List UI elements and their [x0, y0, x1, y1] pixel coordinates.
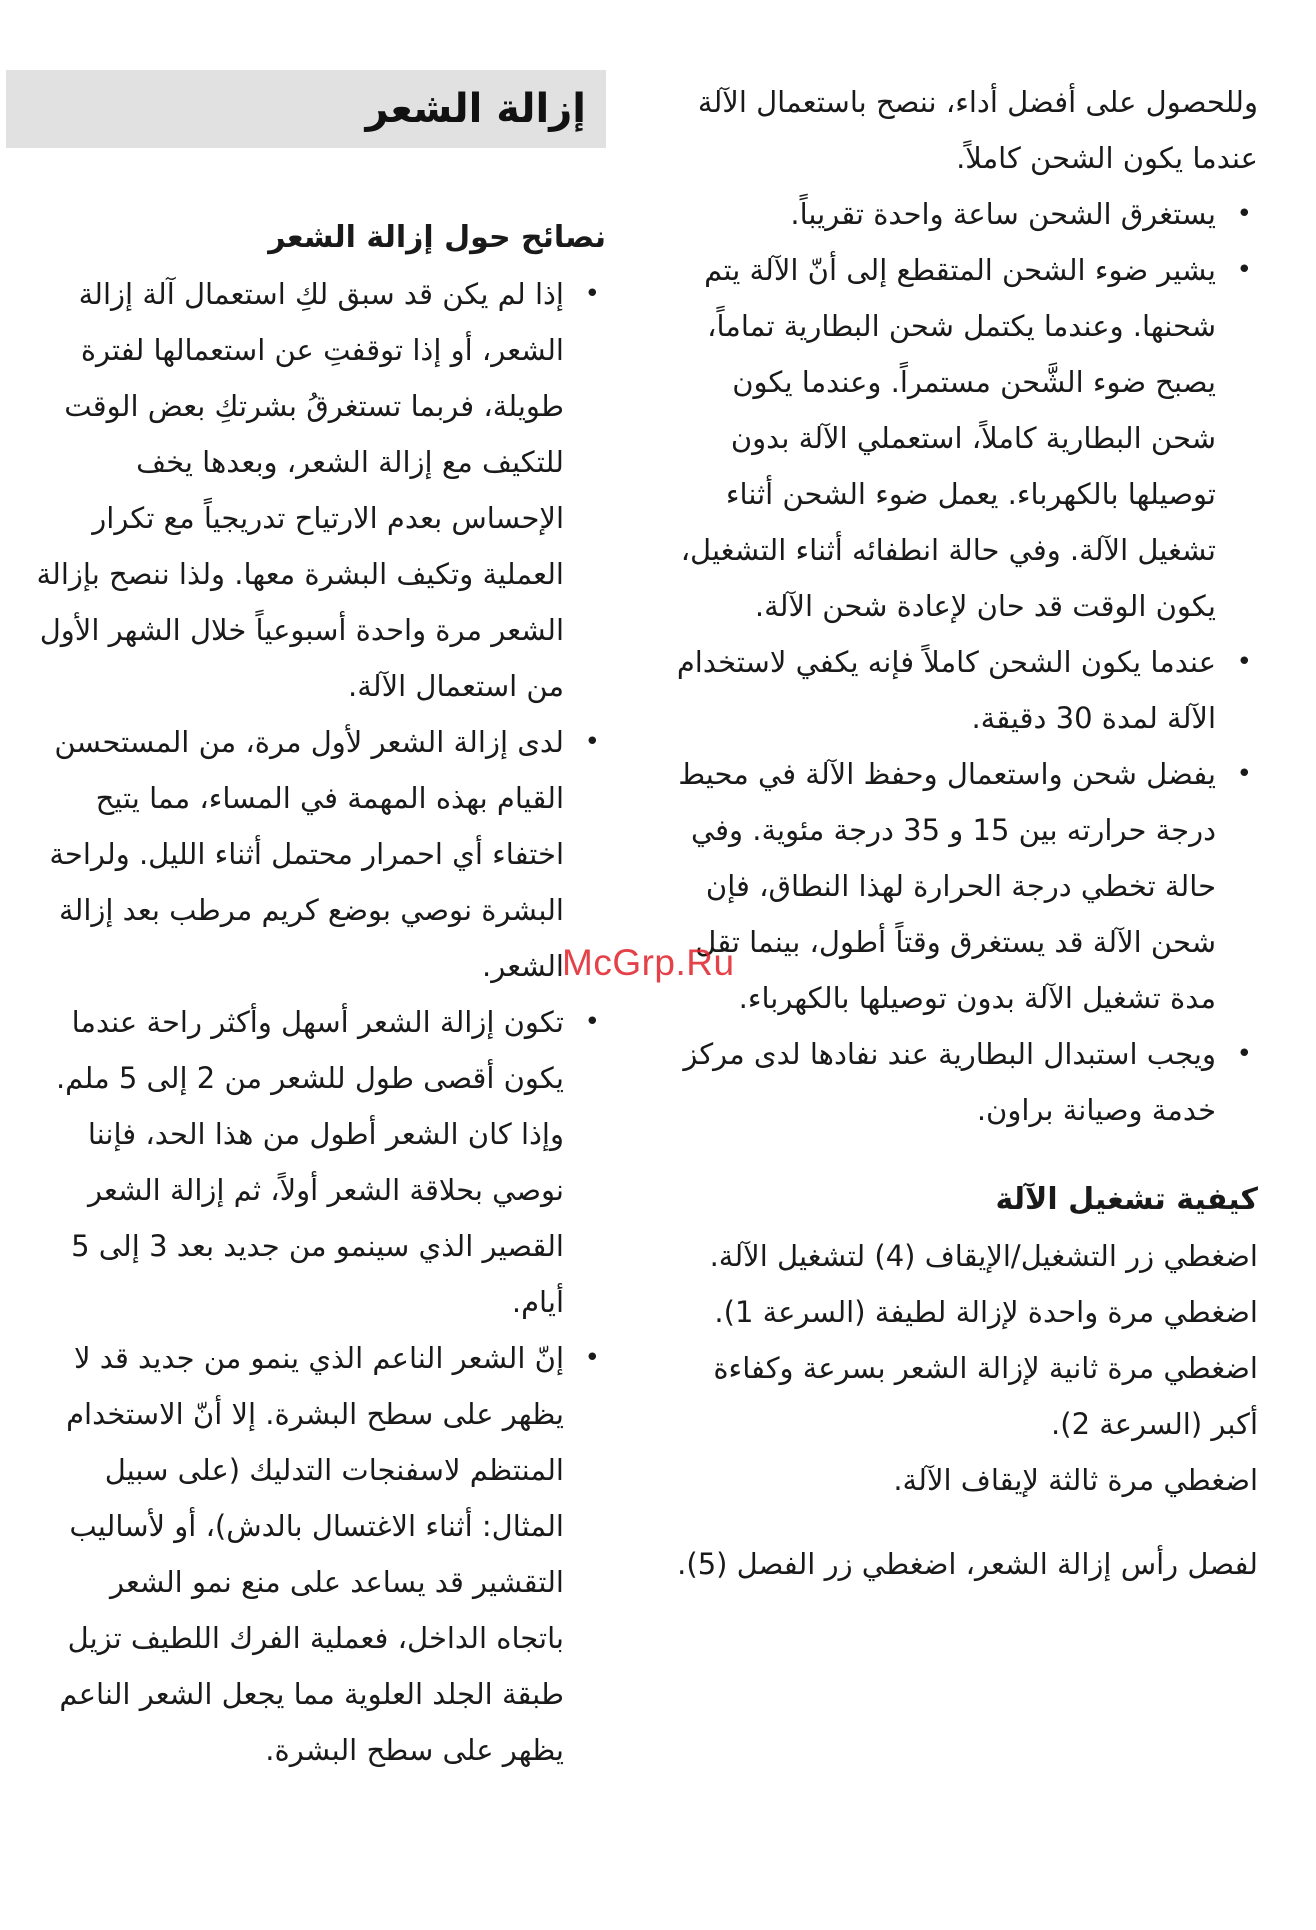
- list-item: • لدى إزالة الشعر لأول مرة، من المستحسن القيام بهذه المهمة في المساء، مما يتيح اختفاء أي احمرار محتمل أثناء الليل. ولراحة البشرة نوصي بوضع كريم مرطب بعد إزالة الشعر.: [36, 714, 606, 994]
- operation-heading: كيفية تشغيل الآلة: [995, 1182, 1258, 1217]
- list-item: • تكون إزالة الشعر أسهل وأكثر راحة عندما يكون أقصى طول للشعر من 2 إلى 5 ملم. وإذا كان الشعر أطول من هذا الحد، فإننا نوصي بحلاقة الشعر أولاً، ثم إزالة الشعر القصير الذي سينمو من جديد بعد 3 إلى 5 أيام.: [36, 994, 606, 1330]
- section-title: إزالة الشعر: [365, 86, 586, 132]
- list-item: • إذا لم يكن قد سبق لكِ استعمال آلة إزالة الشعر، أو إذا توقفتِ عن استعمالها لفترة طويلة، فربما تستغرقُ بشرتكِ بعض الوقت للتكيف مع إزالة الشعر، وبعدها يخف الإحساس بعدم الارتياح تدريجياً مع تكرار العملية وتكيف البشرة معها. ولذا ننصح بإزالة الشعر مرة واحدة أسبوعياً خلال الشهر الأول من استعمال الآلة.: [36, 266, 606, 714]
- detach-instruction: لفصل رأس إزالة الشعر، اضغطي زر الفصل (5).: [677, 1547, 1258, 1581]
- operation-line: اضغطي مرة ثانية لإزالة الشعر بسرعة وكفاءة أكبر (السرعة 2).: [713, 1351, 1258, 1441]
- charging-intro: وللحصول على أفضل أداء، ننصح باستعمال الآلة عندما يكون الشحن كاملاً.: [697, 85, 1258, 175]
- list-item: • ويجب استبدال البطارية عند نفادها لدى مركز خدمة وصيانة براون.: [658, 1026, 1258, 1138]
- charging-list: [658, 186, 1258, 1138]
- spacer: [658, 1508, 1258, 1536]
- section-banner: [6, 70, 606, 148]
- list-item: • يفضل شحن واستعمال وحفظ الآلة في محيط درجة حرارته بين 15 و 35 درجة مئوية. وفي حالة تخطي درجة الحرارة لهذا النطاق، فإن شحن الآلة قد يستغرق وقتاً أطول، بينما تقل مدة تشغيل الآلة بدون توصيلها بالكهرباء.: [658, 746, 1258, 1026]
- left-column: [36, 70, 606, 1778]
- list-item: • يستغرق الشحن ساعة واحدة تقريباً.: [658, 186, 1258, 242]
- tips-list: [36, 266, 606, 1778]
- operation-line: اضغطي مرة واحدة لإزالة لطيفة (السرعة 1).: [714, 1295, 1258, 1329]
- operation-line: اضغطي زر التشغيل/الإيقاف (4) لتشغيل الآلة.: [709, 1239, 1258, 1273]
- list-item: • إنّ الشعر الناعم الذي ينمو من جديد قد لا يظهر على سطح البشرة. إلا أنّ الاستخدام المنتظم لاسفنجات التدليك (على سبيل المثال: أثناء الاغتسال بالدش)، أو لأساليب التقشير قد يساعد على منع نمو الشعر باتجاه الداخل، فعملية الفرك اللطيف تزيل طبقة الجلد العلوية مما يجعل الشعر الناعم يظهر على سطح البشرة.: [36, 1330, 606, 1778]
- operation-line: اضغطي مرة ثالثة لإيقاف الآلة.: [893, 1463, 1258, 1497]
- watermark-text: McGrp.Ru: [562, 942, 735, 983]
- list-item: • يشير ضوء الشحن المتقطع إلى أنّ الآلة يتم شحنها. وعندما يكتمل شحن البطارية تماماً، يصبح ضوء الشَّحن مستمراً. وعندما يكون شحن البطارية كاملاً، استعملي الآلة بدون توصيلها بالكهرباء. يعمل ضوء الشحن أثناء تشغيل الآلة. وفي حالة انطفائه أثناء التشغيل، يكون الوقت قد حان لإعادة شحن الآلة.: [658, 242, 1258, 634]
- list-item: • عندما يكون الشحن كاملاً فإنه يكفي لاستخدام الآلة لمدة 30 دقيقة.: [658, 634, 1258, 746]
- tips-heading: نصائح حول إزالة الشعر: [268, 220, 606, 255]
- right-column: [658, 74, 1258, 1592]
